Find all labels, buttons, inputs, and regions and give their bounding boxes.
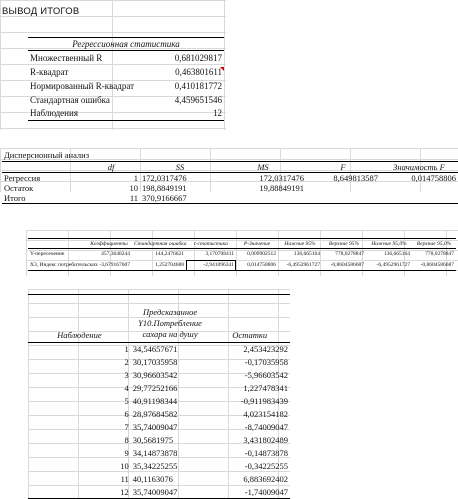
table-row: 8 30,5681975 3,431802489	[124, 435, 288, 445]
selected-cell[interactable]: -2,941096341	[186, 260, 236, 271]
coef-col-p-value: P-Значение	[236, 239, 278, 249]
table-row: R-квадрат 0,463801611	[30, 66, 222, 77]
comment-indicator-icon	[220, 67, 224, 71]
table-row: 11 40,1163076 6,883692402	[120, 474, 288, 484]
coefficients-table	[28, 238, 456, 271]
table-row: 3 30,96603542 -5,96603542	[124, 370, 288, 380]
table-row: 4 29,77252166 1,227478341	[124, 383, 288, 393]
table-row: 1 34,54657671 2,453423292	[124, 344, 288, 355]
table-row: Наблюдения 12	[28, 107, 224, 121]
table-row: 6 28,97684582 4,023154182	[124, 409, 288, 419]
regression-stats-header: Регрессионная статистика	[28, 38, 224, 51]
table-row: 10 35,34225255 -0,34225255	[120, 461, 288, 471]
residuals-header-observation: Наблюдение	[28, 295, 131, 343]
anova-title: Дисперсионный анализ	[4, 150, 90, 161]
summary-title: ВЫВОД ИТОГОВ	[2, 6, 80, 17]
table-row: 7 35,74009047 -8,74009047	[124, 422, 288, 432]
table-row: Y-пересечение 457,3648244 144,2476621 3,170708411 0,009902512 136,665164 778,0278847 136,665164 778,0278847	[30, 251, 454, 258]
anova-col-df: df	[82, 161, 140, 172]
coef-col-t-stat: t-статистика	[186, 239, 236, 249]
residuals-header-residuals: Остатки	[209, 295, 290, 343]
coef-col-upper-95: Верхние 95%	[322, 239, 366, 249]
coef-col-lower-95-0: Нижние 95,0%	[366, 239, 412, 249]
table-row: X3, Индекс потребительских -3,679167607 1,252704688 -2,941096341 0,014758806 -6,4952961727 -0,8604586687 -6,4952961727 -0,8604586687	[28, 260, 456, 271]
table-row: 2 30,17035958 -0,17035958	[124, 357, 288, 367]
table-row: 12 35,74009047 -1,74009047	[28, 486, 290, 499]
coef-col-upper-95-0: Верхние 95,0%	[412, 239, 456, 249]
residuals-header-predicted: Предсказанное Y10.Потребление сахара на душу	[131, 295, 210, 343]
anova-col-ms: MS	[220, 161, 306, 172]
coef-col-coefficients: Коэффициенты	[86, 239, 132, 249]
residuals-table	[28, 294, 290, 499]
table-row: Стандартная ошибка 4,459651546	[30, 94, 222, 105]
anova-col-significance: Значимость F	[380, 161, 458, 172]
table-row: Нормированный R-квадрат 0,410181772	[30, 80, 222, 91]
coef-col-std-error: Стандартная ошибка	[134, 240, 187, 247]
table-row: Итого 11 370,9166667	[2, 193, 458, 204]
coef-col-lower-95: Нижние 95%	[278, 239, 322, 249]
anova-col-f: F	[306, 161, 380, 172]
table-row: Остаток 10 198,8849191 19,88849191	[4, 182, 304, 193]
anova-col-ss: SS	[140, 161, 220, 172]
regression-stats-table	[28, 37, 224, 121]
table-row: Множественный R 0,681029817	[30, 52, 222, 63]
table-row: 5 40,91198344 -0,911983439	[124, 396, 288, 406]
table-row: 9 34,14873878 -0,14873878	[124, 448, 288, 458]
table-row: Регрессия 1 172,0317476 172,0317476 8,649813587 0,014758806	[4, 172, 456, 183]
anova-table	[2, 150, 458, 204]
